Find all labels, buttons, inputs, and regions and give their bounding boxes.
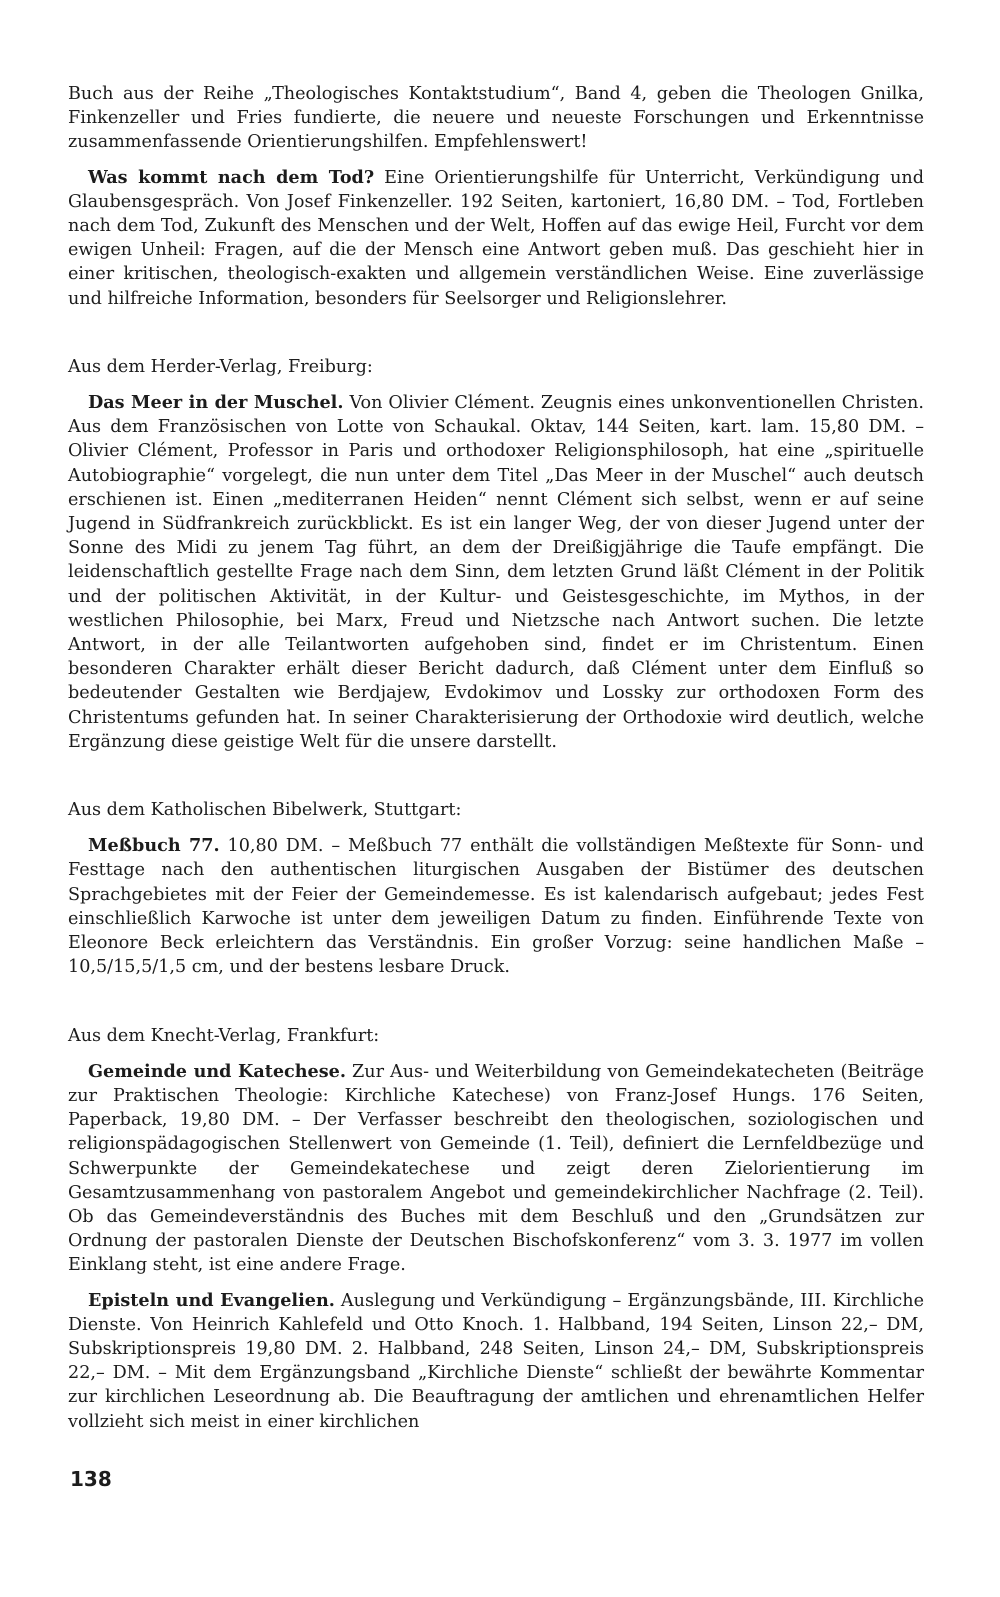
entry-messbuch-77	[68, 834, 924, 979]
entry-gemeinde-und-katechese	[68, 1060, 924, 1278]
entry-text: Zur Aus- und Weiterbildung von Gemeindekatecheten (Beiträge zur Praktischen Theologie: Kirchliche Katechese) von Franz-Josef Hungs. 176 Seiten, Paperback, 19,80 DM. – Der Verfasser beschreibt den theologischen, soziologischen und religionspädagogischen Stellenwert von Gemeinde (1. Teil), definiert die Lernfeldbezüge und Schwerpunkte der Gemeindekatechese und zeigt deren Zielorientierung im Gesamtzusammenhang von pastoralem Angebot und gemeindekirchlicher Nachfrage (2. Teil). Ob das Gemeindeverständnis des Buches mit dem Beschluß und den „Grundsätzen zur Ordnung der pastoralen Dienste der Deutschen Bischofskonferenz“ vom 3. 3. 1977 im vollen Einklang steht, ist eine andere Frage.	[68, 1061, 924, 1276]
intro-text: Buch aus der Reihe „Theologisches Kontaktstudium“, Band 4, geben die Theologen Gnilka, Finkenzeller und Fries fundierte, die neuere und neueste Forschungen und Erkenntnisse zusammenfassende Orientierungshilfen. Empfehlenswert!	[68, 84, 924, 153]
publisher-heading-herder: Aus dem Herder-Verlag, Freiburg:	[68, 356, 373, 377]
entry-text: Von Olivier Clément. Zeugnis eines unkonventionellen Christen. Aus dem Französischen von Lotte von Schaukal. Oktav, 144 Seiten, kart. lam. 15,80 DM. – Olivier Clément, Professor in Paris und orthodoxer Religionsphilosoph, hat eine „spirituelle Autobiographie“ vorgelegt, die nun unter dem Titel „Das Meer in der Muschel“ auch deutsch erschienen ist. Einen „mediterranen Heiden“ nennt Clément sich selbst, wenn er auf seine Jugend in Südfrankreich zurückblickt. Es ist ein langer Weg, der von dieser Jugend unter der Sonne des Midi zu jenem Tag führt, an dem der Dreißigjährige die Taufe empfängt. Die leidenschaftlich gestellte Frage nach dem Sinn, dem letzten Grund läßt Clément in der Politik und der politischen Aktivität, in der Kultur- und Geistesgeschichte, im Mythos, in der westlichen Philosophie, bei Marx, Freud und Nietzsche nach Antwort suchen. Die letzte Antwort, in der alle Teilantworten aufgehoben sind, findet er im Christentum. Einen besonderen Charakter erhält dieser Bericht dadurch, daß Clément unter dem Einfluß so bedeutender Gestalten wie Berdjajew, Evdokimov und Lossky zur orthodoxen Form des Christentums gefunden hat. In seiner Charakterisierung der Orthodoxie wird deutlich, welche Ergänzung diese geistige Welt für die unsere darstellt.	[68, 393, 924, 752]
entry-title: Gemeinde und Katechese.	[88, 1060, 346, 1082]
entry-title: Episteln und Evangelien.	[88, 1289, 335, 1311]
entry-text: 10,80 DM. – Meßbuch 77 enthält die vollständigen Meßtexte für Sonn- und Festtage nach den authentischen liturgischen Ausgaben der Bistümer des deutschen Sprachgebietes mit der Feier der Gemeindemesse. Es ist kalendarisch aufgebaut; jedes Fest einschließlich Karwoche ist unter dem jeweiligen Datum zu finden. Einführende Texte von Eleonore Beck erleichtern das Verständnis. Ein großer Vorzug: seine handlichen Maße – 10,5/15,5/1,5 cm, und der bestens lesbare Druck.	[68, 836, 925, 978]
entry-title: Meßbuch 77.	[88, 835, 220, 857]
entry-title: Das Meer in der Muschel.	[88, 392, 344, 414]
publisher-heading-knecht: Aus dem Knecht-Verlag, Frankfurt:	[68, 1025, 380, 1046]
page-body	[68, 82, 924, 1434]
entry-text: Eine Orientierungshilfe für Unterricht, Verkündigung und Glaubensgespräch. Von Josef Finkenzeller. 192 Seiten, kartoniert, 16,80 DM. – Tod, Fortleben nach dem Tod, Zukunft des Menschen und der Welt, Hoffen auf das ewige Heil, Furcht vor dem ewigen Unheil: Fragen, auf die der Mensch eine Antwort geben muß. Das geschieht hier in einer kritischen, theologisch-exakten und allgemein verständlichen Weise. Eine zuverlässige und hilfreiche Information, besonders für Seelsorger und Religionslehrer.	[68, 167, 924, 309]
intro-paragraph	[68, 82, 924, 155]
page-number: 138	[70, 1467, 112, 1491]
entry-episteln-und-evangelien	[68, 1289, 924, 1434]
entry-das-meer-in-der-muschel	[68, 391, 924, 754]
entry-was-kommt-nach-dem-tod	[68, 166, 924, 311]
entry-title: Was kommt nach dem Tod?	[88, 166, 375, 188]
entry-text: Auslegung und Verkündigung – Ergänzungsbände, III. Kirchliche Dienste. Von Heinrich Kahlefeld und Otto Knoch. 1. Halbband, 194 Seiten, Linson 22,– DM, Subskriptionspreis 19,80 DM. 2. Halbband, 248 Seiten, Linson 24,– DM, Subskriptionspreis 22,– DM. – Mit dem Ergänzungsband „Kirchliche Dienste“ schließt der bewährte Kommentar zur kirchlichen Leseordnung ab. Die Beauftragung der amtlichen und ehrenamtlichen Helfer vollzieht sich meist in einer kirchlichen	[68, 1290, 924, 1432]
publisher-heading-bibelwerk: Aus dem Katholischen Bibelwerk, Stuttgart:	[68, 800, 462, 821]
